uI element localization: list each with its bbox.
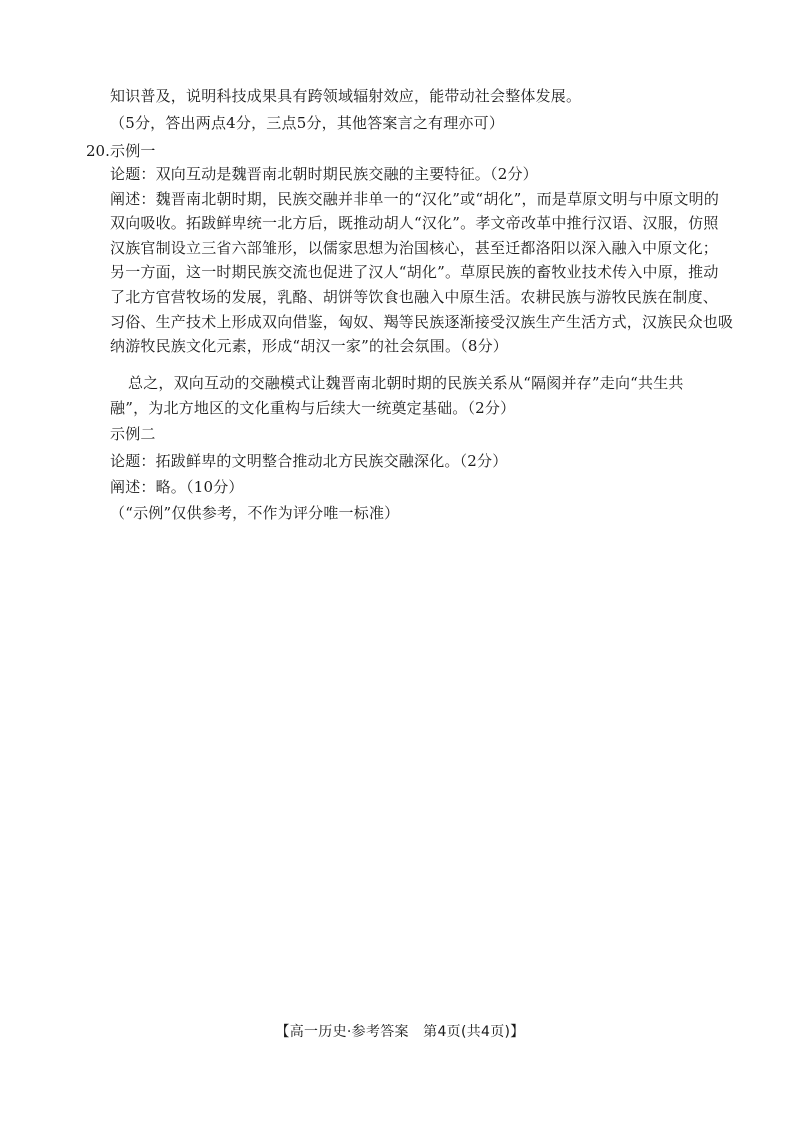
argument-line: 了北方官营牧场的发展，乳酪、胡饼等饮食也融入中原生活。农耕民族与游牧民族在制度、 xyxy=(110,288,719,306)
argument-line: 汉族官制设立三省六部雏形，以儒家思想为治国核心，甚至迁都洛阳以深入融入中原文化； xyxy=(110,239,719,257)
argument-line: 纳游牧民族文化元素，形成“胡汉一家”的社会氛围。（8分） xyxy=(110,337,508,355)
intro-text-line: 知识普及，说明科技成果具有跨领域辐射效应，能带动社会整体发展。 xyxy=(110,87,582,105)
argument-line: 另一方面，这一时期民族交流也促进了汉人“胡化”。草原民族的畜牧业技术传入中原，推动 xyxy=(110,263,719,281)
conclusion-line: 总之，双向互动的交融模式让魏晋南北朝时期的民族关系从“隔阂并存”走向“共生共 xyxy=(128,374,684,392)
conclusion-line: 融”，为北方地区的文化重构与后续大一统奠定基础。（2分） xyxy=(110,399,516,417)
example-one-thesis: 论题：双向互动是魏晋南北朝时期民族交融的主要特征。（2分） xyxy=(110,165,538,183)
page-footer: 【高一历史·参考答案 第4页(共4页)】 xyxy=(275,1024,525,1040)
reference-note: （“示例”仅供参考，不作为评分唯一标准） xyxy=(110,504,400,522)
example-one-label: 示例一 xyxy=(110,142,156,160)
argument-line: 阐述：魏晋南北朝时期，民族交融并非单一的“汉化”或“胡化”，而是草原文明与中原文明的 xyxy=(110,190,720,208)
example-two-argument: 阐述：略。（10分） xyxy=(110,478,244,496)
example-two-thesis: 论题：拓跋鲜卑的文明整合推动北方民族交融深化。（2分） xyxy=(110,452,508,470)
argument-line: 习俗、生产技术上形成双向借鉴，匈奴、羯等民族逐渐接受汉族生产生活方式，汉族民众也吸 xyxy=(110,313,734,331)
question-number: 20. xyxy=(86,142,110,160)
scoring-note: （5分，答出两点4分，三点5分，其他答案言之有理亦可） xyxy=(110,114,505,132)
example-two-label: 示例二 xyxy=(110,425,156,443)
argument-line: 双向吸收。拓跋鲜卑统一北方后，既推动胡人“汉化”。孝文帝改革中推行汉语、汉服，仿照 xyxy=(110,214,719,232)
